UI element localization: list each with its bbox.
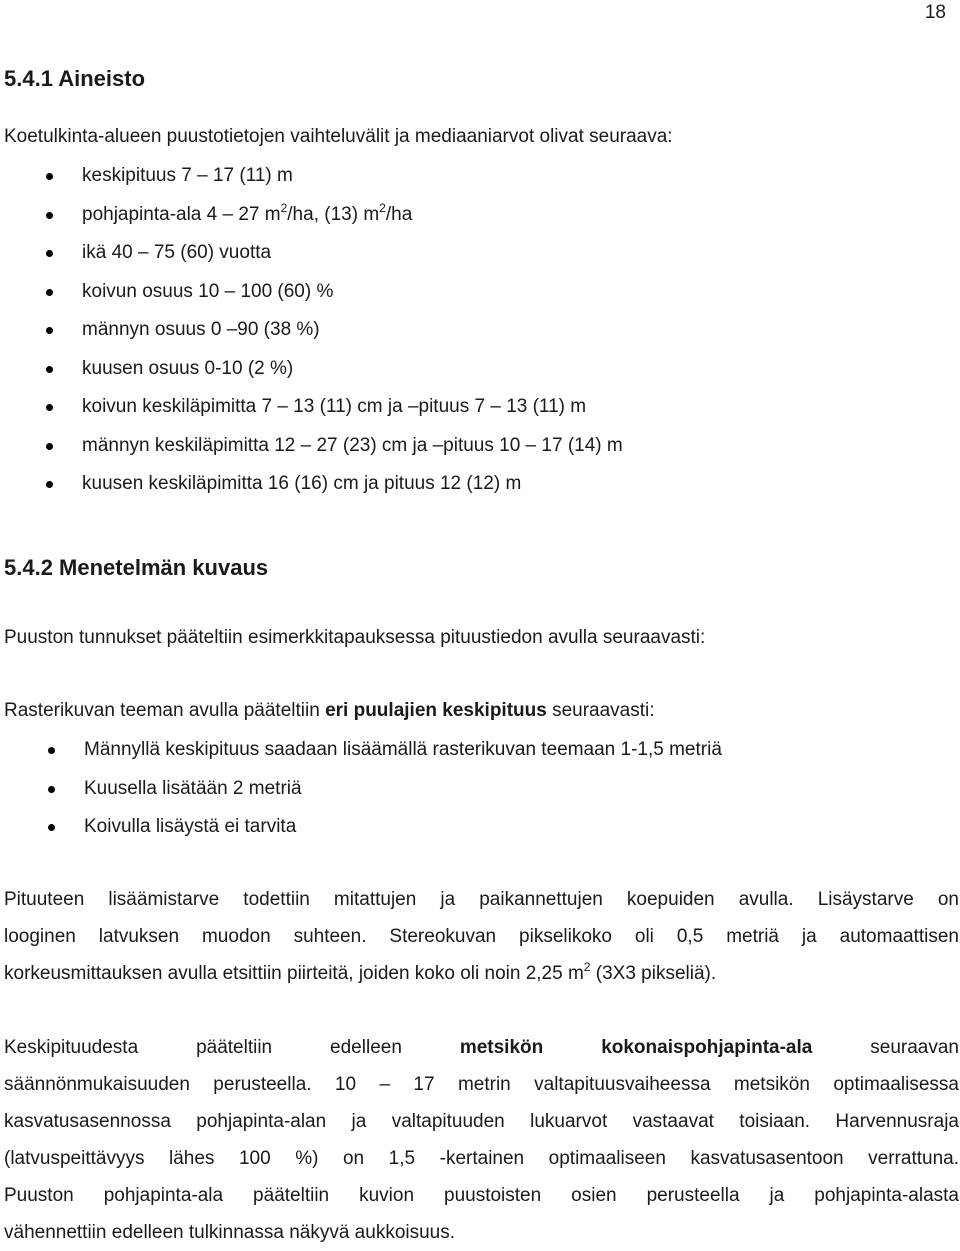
method-intro-paragraph: Puuston tunnukset pääteltiin esimerkkitapauksessa pituustiedon avulla seuraavasti:: [4, 627, 706, 648]
list-item: Männyllä keskipituus saadaan lisäämällä rasterikuvan teemaan 1-1,5 metriä: [0, 737, 722, 776]
list-item: männyn osuus 0 –90 (38 %): [0, 317, 623, 356]
list-item: Kuusella lisätään 2 metriä: [0, 776, 722, 815]
stand-data-list: [0, 163, 623, 510]
list-item: koivun keskiläpimitta 7 – 13 (11) cm ja –pituus 7 – 13 (11) m: [0, 394, 623, 433]
section-heading-menetelman-kuvaus: 5.4.2 Menetelmän kuvaus: [4, 555, 269, 580]
list-item: kuusen keskiläpimitta 16 (16) cm ja pituus 12 (12) m: [0, 471, 623, 510]
list-item: ikä 40 – 75 (60) vuotta: [0, 240, 623, 279]
section-heading-aineisto: 5.4.1 Aineisto: [4, 66, 146, 91]
list-item: männyn keskiläpimitta 12 – 27 (23) cm ja –pituus 10 – 17 (14) m: [0, 433, 623, 472]
intro-paragraph: Koetulkinta-alueen puustotietojen vaihteluvälit ja mediaaniarvot olivat seuraava:: [4, 126, 673, 147]
list-item: pohjapinta-ala 4 – 27 $m^2/ha$, (13) $m^2/ha$: [0, 202, 623, 241]
raster-paragraph: Rasterikuvan teeman avulla pääteltiin eri puulajien keskipituus seuraavasti:: [4, 700, 655, 721]
page-number: 18: [924, 2, 946, 23]
height-correction-paragraph: Pituuteen lisäämistarve todettiin mitattujen ja paikannettujen koepuiden avulla. Lisäystarve on looginen latvuksen muodon suhteen. Stereokuvan pikselikoko oli 0,5 metriä ja automaattisen korkeusmittauksen avulla etsittiin piirteitä, joiden koko oli noin 2,25 $m^2$ (3X3 pikseliä).: [4, 889, 959, 984]
list-item: Koivulla lisäystä ei tarvita: [0, 814, 722, 853]
basal-area-paragraph: Keskipituudesta pääteltiin edelleen metsikön kokonaispohjapinta-ala seuraavan säännönmukaisuuden perusteella. 10 – 17 metrin valtapituusvaiheessa metsikön optimaalisessa kasvatusasennossa pohjapinta-alan ja valtapituuden lukuarvot vastaavat toisiaan. Harvennusraja (latvuspeittävyys lähes 100 %) on 1,5 -kertainen optimaaliseen kasvatusasentoon verrattuna. Puuston pohjapinta-ala pääteltiin kuvion puustoisten osien perusteella ja pohjapinta-alasta vähennettiin edelleen tulkinnassa näkyvä aukkoisuus.: [4, 1037, 959, 1243]
list-item: koivun osuus 10 – 100 (60) %: [0, 279, 623, 318]
list-item: keskipituus 7 – 17 (11) m: [0, 163, 623, 202]
species-height-list: [0, 737, 722, 853]
list-item: kuusen osuus 0-10 (2 %): [0, 356, 623, 395]
